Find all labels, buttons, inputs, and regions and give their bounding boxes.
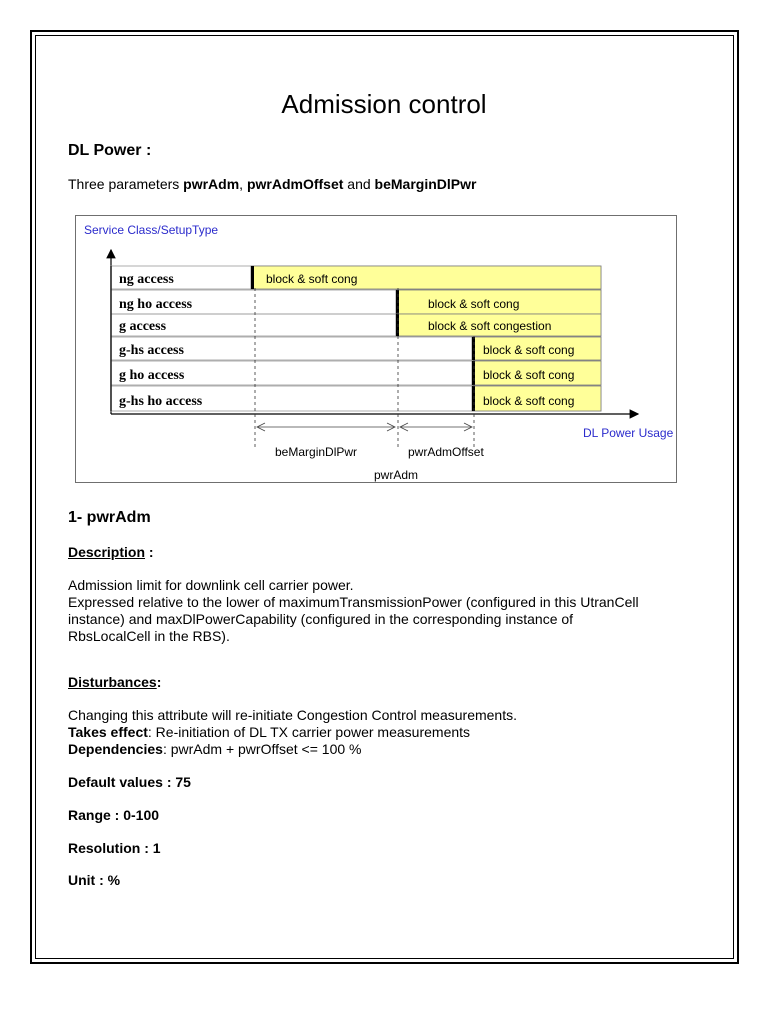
pwradmoffset-label: pwrAdmOffset bbox=[408, 445, 484, 459]
description-line: Admission limit for downlink cell carrier power. bbox=[68, 577, 354, 593]
description-line: instance) and maxDlPowerCapability (configured in the corresponding instance of bbox=[68, 611, 574, 627]
disturbances-heading bbox=[68, 674, 161, 692]
threshold-bar bbox=[251, 266, 254, 289]
threshold-bar bbox=[396, 314, 399, 336]
section-heading: DL Power : bbox=[68, 142, 152, 159]
intro-param-bemargin: beMarginDlPwr bbox=[374, 176, 477, 192]
row-label: g ho access bbox=[119, 368, 185, 383]
intro-param-pwradmoffset: pwrAdmOffset bbox=[246, 176, 344, 192]
row-label: g-hs access bbox=[119, 343, 184, 358]
description-line: RbsLocalCell in the RBS). bbox=[68, 628, 230, 644]
power-usage-diagram bbox=[76, 216, 678, 484]
threshold-bar bbox=[472, 337, 475, 360]
row-label: ng access bbox=[119, 272, 174, 287]
block-label: block & soft cong bbox=[483, 394, 575, 408]
intro-param-pwradm: pwrAdm bbox=[183, 176, 240, 192]
power-usage-figure bbox=[75, 215, 677, 483]
row-label: g access bbox=[119, 319, 167, 334]
y-axis-label: Service Class/SetupType bbox=[84, 223, 219, 237]
description-line: Expressed relative to the lower of maximumTransmissionPower (configured in this UtranCell bbox=[68, 594, 639, 610]
intro-and: and bbox=[343, 176, 375, 192]
threshold-bar bbox=[396, 290, 399, 314]
range: Range : 0-100 bbox=[68, 807, 160, 823]
threshold-bar bbox=[472, 361, 475, 385]
disturbances-line: Changing this attribute will re-initiate Congestion Control measurements. bbox=[68, 707, 517, 723]
row-label: g-hs ho access bbox=[119, 394, 203, 409]
description-colon: : bbox=[145, 544, 154, 560]
dependencies-label: Dependencies bbox=[68, 741, 163, 757]
block-label: block & soft congestion bbox=[428, 319, 552, 333]
takes-effect-text: : Re-initiation of DL TX carrier power measurements bbox=[147, 724, 471, 740]
threshold-bar bbox=[472, 386, 475, 411]
takes-effect-label: Takes effect bbox=[68, 724, 148, 740]
pwradm-label: pwrAdm bbox=[374, 468, 419, 482]
disturbances-text bbox=[68, 707, 517, 758]
default-values: Default values : 75 bbox=[68, 774, 191, 790]
dependencies-line bbox=[68, 741, 517, 758]
intro-sep: , bbox=[239, 176, 247, 192]
block-label: block & soft cong bbox=[266, 272, 358, 286]
block-label: block & soft cong bbox=[483, 368, 575, 382]
param-heading: 1- pwrAdm bbox=[68, 509, 151, 526]
block-label: block & soft cong bbox=[483, 343, 575, 357]
unit: Unit : % bbox=[68, 872, 121, 888]
row-label: ng ho access bbox=[119, 297, 193, 312]
disturbances-label: Disturbances bbox=[68, 674, 157, 690]
page-title: Admission control bbox=[281, 89, 487, 119]
intro-paragraph bbox=[68, 176, 476, 193]
bemargin-label: beMarginDlPwr bbox=[275, 445, 358, 459]
intro-prefix: Three parameters bbox=[68, 176, 184, 192]
description-text bbox=[68, 577, 639, 645]
description-heading bbox=[68, 544, 154, 562]
block-label: block & soft cong bbox=[428, 297, 520, 311]
x-axis-label: DL Power Usage bbox=[583, 426, 674, 440]
takes-effect-line bbox=[68, 724, 517, 741]
disturbances-colon: : bbox=[156, 674, 162, 690]
service-class-rows bbox=[111, 266, 601, 411]
description-label: Description bbox=[68, 544, 146, 560]
resolution: Resolution : 1 bbox=[68, 840, 161, 856]
dependencies-text: : pwrAdm + pwrOffset <= 100 % bbox=[162, 741, 362, 757]
